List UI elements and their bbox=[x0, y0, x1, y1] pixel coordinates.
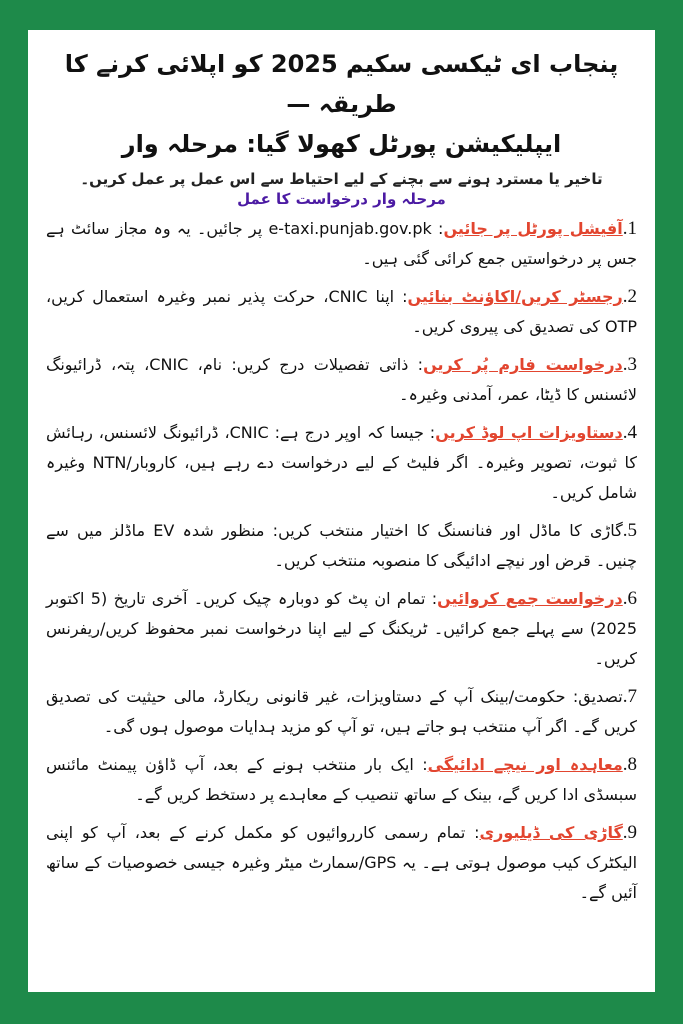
step-number: 8. bbox=[622, 754, 638, 775]
step-text: : ذاتی تفصیلات درج کریں: نام، CNIC، پتہ، ڈرائیونگ لائسنس کا ڈیٹا، عمر، آمدنی وغیرہ۔ bbox=[46, 355, 637, 404]
step-9 bbox=[46, 818, 637, 908]
step-3 bbox=[46, 350, 637, 410]
step-label: گاڑی کی ڈیلیوری bbox=[479, 823, 623, 842]
step-7 bbox=[46, 682, 637, 742]
step-label: دستاویزات اپ لوڈ کریں bbox=[435, 423, 623, 442]
step-text: : تمام رسمی کارروائیوں کو مکمل کرنے کے بعد، آپ کو اپنی الیکٹرک کیب موصول ہوتی ہے۔ یہ GPS/سمارٹ میٹر وغیرہ جیسی خصوصیات کے ساتھ آئیں گے۔ bbox=[46, 823, 638, 902]
step-number: 6. bbox=[622, 588, 638, 609]
step-text: : اپنا CNIC، حرکت پذیر نمبر وغیرہ استعمال کریں، OTP کی تصدیق کی پیروی کریں۔ bbox=[46, 287, 637, 336]
step-label: معاہدہ اور نیچے ادائیگی bbox=[427, 755, 623, 774]
step-number: 1. bbox=[622, 218, 638, 239]
step-number: 3. bbox=[622, 354, 637, 375]
step-6 bbox=[46, 584, 637, 674]
step-label: آفیشل پورٹل پر جائیں bbox=[443, 219, 623, 238]
step-4 bbox=[46, 418, 637, 508]
step-text: : جیسا کہ اوپر درج ہے: CNIC، ڈرائیونگ لائسنس، رہائش کا ثبوت، تصویر وغیرہ۔ اگر فلیٹ کے لیے درخواست دے رہے ہیں، کاروبار/NTN وغیرہ شامل کریں۔ bbox=[46, 423, 637, 502]
step-number: 4. bbox=[622, 422, 638, 443]
step-text: تصدیق: حکومت/بینک آپ کے دستاویزات، غیر قانونی ریکارڈ، مالی حیثیت کی تصدیق کریں گے۔ اگر آپ منتخب ہو جاتے ہیں، تو آپ کو مزید ہدایات موصول ہوں گی۔ bbox=[46, 687, 637, 736]
step-number: 5. bbox=[622, 520, 638, 541]
title-line-2: ایپلیکیشن پورٹل کھولا گیا: مرحلہ وار bbox=[121, 130, 562, 158]
section-subheading: مرحلہ وار درخواست کا عمل bbox=[237, 190, 446, 208]
step-text: : ایک بار منتخب ہونے کے بعد، آپ ڈاؤن پیمنٹ مائنس سبسڈی ادا کریں گے، بینک کے ساتھ تنصیب کے معاہدے پر دستخط کریں گے۔ bbox=[46, 755, 637, 804]
step-number: 7. bbox=[622, 686, 637, 707]
title-line-1: پنجاب ای ٹیکسی سکیم 2025 کو اپلائی کرنے کا طریقہ — bbox=[64, 50, 619, 118]
step-1 bbox=[46, 214, 637, 274]
step-8 bbox=[46, 750, 637, 810]
step-text: : e-taxi.punjab.gov.pk پر جائیں۔ یہ وہ مجاز سائٹ ہے جس پر درخواستیں جمع کرائی گئی ہیں۔ bbox=[46, 219, 637, 268]
step-label: رجسٹر کریں/اکاؤنٹ بنائیں bbox=[407, 287, 623, 306]
document-card bbox=[28, 30, 655, 992]
page-title bbox=[46, 44, 637, 164]
step-label: درخواست جمع کروائیں bbox=[437, 589, 623, 608]
step-2 bbox=[46, 282, 637, 342]
intro-text: تاخیر یا مسترد ہونے سے بچنے کے لیے احتیاط سے اس عمل پر عمل کریں۔ bbox=[80, 170, 603, 188]
step-5 bbox=[46, 516, 637, 576]
step-number: 9. bbox=[622, 822, 638, 843]
step-text: گاڑی کا ماڈل اور فنانسنگ کا اختیار منتخب کریں: منظور شدہ EV ماڈلز میں سے چنیں۔ قرض اور نیچے ادائیگی کا منصوبہ منتخب کریں۔ bbox=[46, 521, 637, 570]
step-text: : تمام ان پٹ کو دوبارہ چیک کریں۔ آخری تاریخ (5 اکتوبر 2025) سے پہلے جمع کرائیں۔ ٹریکنگ کے لیے اپنا درخواست نمبر محفوظ کریں/ریفرنس کریں۔ bbox=[46, 589, 637, 668]
step-label: درخواست فارم پُر کریں bbox=[423, 355, 623, 374]
step-number: 2. bbox=[622, 286, 638, 307]
